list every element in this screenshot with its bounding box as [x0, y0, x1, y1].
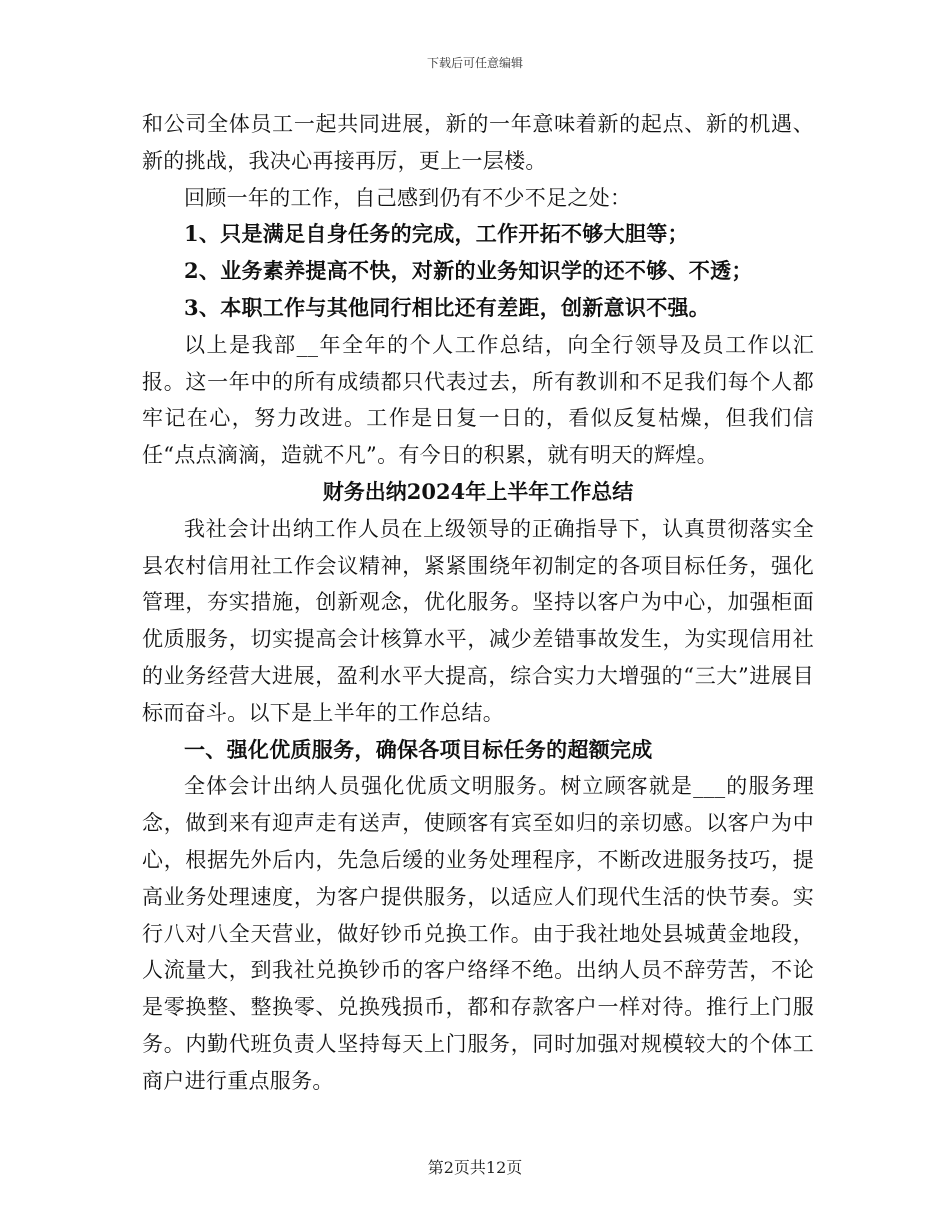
paragraph-review: 回顾一年的工作，自己感到仍有不少不足之处： — [184, 185, 632, 210]
shortcoming-item-3: 3、本职工作与其他同行相比还有差距，创新意识不强。 — [184, 294, 711, 320]
document-body — [142, 106, 814, 1100]
page-header-note: 下载后可任意编辑 — [426, 56, 523, 70]
shortcoming-item-1: 1、只是满足自身任务的完成，工作开拓不够大胆等； — [184, 221, 689, 247]
paragraph-service: 全体会计出纳人员强化优质文明服务。树立顾客就是___的服务理念，做到来有迎声走有送声，使顾客有宾至如归的亲切感。以客户为中心，根据先外后内，先急后缓的业务处理程序，不断改进服务技巧，提高业务处理速度，为客户提供服务，以适应人们现代生活的快节奏。实行八对八全天营业，做好钞币兑换工作。由于我社地处县城黄金地段，人流量大，到我社兑换钞币的客户络绎不绝。出纳人员不辞劳苦，不论是零换整、整换零、兑换残损币，都和存款客户一样对待。推行上门服务。内勤代班负责人坚持每天上门服务，同时加强对规模较大的个体工商户进行重点服务。 — [142, 774, 814, 1093]
section-heading-1: 一、强化优质服务，确保各项目标任务的超额完成 — [184, 736, 653, 762]
paragraph-conclusion: 以上是我部__年全年的个人工作总结，向全行领导及员工作以汇报。这一年中的所有成绩都只代表过去，所有教训和不足我们每个人都牢记在心，努力改进。工作是日复一日的，看似反复枯燥，但我们信任“点点滴滴，造就不凡”。有今日的积累，就有明天的辉煌。 — [142, 332, 814, 468]
paragraph-intro-continuation: 和公司全体员工一起共同进展，新的一年意味着新的起点、新的机遇、新的挑战，我决心再接再厉，更上一层楼。 — [142, 112, 814, 173]
shortcoming-item-2: 2、业务素养提高不快，对新的业务知识学的还不够、不透； — [184, 258, 753, 284]
page-number: 第2页共12页 — [427, 1158, 523, 1177]
section-title: 财务出纳2024年上半年工作总结 — [322, 478, 634, 504]
paragraph-summary-intro: 我社会计出纳工作人员在上级领导的正确指导下，认真贯彻落实全县农村信用社工作会议精神，紧紧围绕年初制定的各项目标任务，强化管理，夯实措施，创新观念，优化服务。坚持以客户为中心，加强柜面优质服务，切实提高会计核算水平，减少差错事故发生，为实现信用社的业务经营大进展，盈利水平大提高，综合实力大增强的“三大”进展目标而奋斗。以下是上半年的工作总结。 — [142, 516, 814, 725]
